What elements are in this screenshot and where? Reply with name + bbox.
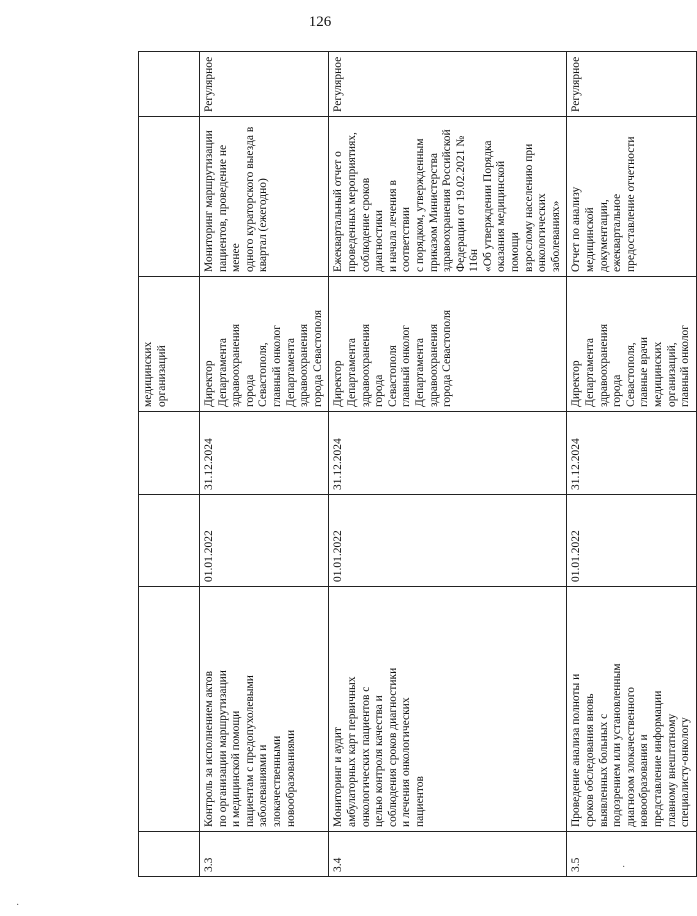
end-date: 31.12.2024 xyxy=(329,412,567,495)
table-row xyxy=(200,52,329,877)
periodicity: Регулярное xyxy=(200,52,329,117)
header-cell-number xyxy=(139,832,200,877)
responsible: Директор Департамента здравоохранения города Севастополя главный онколог Департамента здравоохранения города Севастополя xyxy=(329,277,567,412)
end-date: 31.12.2024 xyxy=(567,412,696,495)
scan-speck: · xyxy=(622,862,626,873)
page-number: 126 xyxy=(308,14,332,30)
row-number: 3.3 xyxy=(200,832,329,877)
header-cell-name xyxy=(139,587,200,832)
header-cell-responsible: медицинских организаций xyxy=(139,277,200,412)
header-cell-end xyxy=(139,412,200,495)
table-row xyxy=(329,52,567,877)
scan-speck: · xyxy=(16,900,20,911)
start-date: 01.01.2022 xyxy=(567,495,696,587)
responsible: Директор Департамента здравоохранения города Севастополя, главные врачи медицинских организаций, главный онколог xyxy=(567,277,696,412)
activity-name: Проведение анализа полноты и сроков обследования вновь выявленных больных с подозрением или установленным диагнозом злокачественного новообразования и представление информации главному внештатному специалисту-онкологу xyxy=(567,587,696,832)
end-date: 31.12.2024 xyxy=(200,412,329,495)
expected-result: Отчет по анализу медицинской документации, ежеквартальное предоставление отчетности xyxy=(567,117,696,277)
activity-name: Мониторинг и аудит амбулаторных карт первичных онкологических пациентов с целью контроля качества и соблюдения сроков диагностики и лечения онкологических пациентов xyxy=(329,587,567,832)
table-row xyxy=(567,52,696,877)
rotated-table-wrapper xyxy=(138,52,692,877)
responsible: Директор Департамента здравоохранения города Севастополя, главный онколог Департамента здравоохранения города Севастополя xyxy=(200,277,329,412)
activity-name: Контроль за исполнением актов по организации маршрутизации и медицинской помощи пациентам с предопухолевыми заболеваниями и злокачественными новообразованиями xyxy=(200,587,329,832)
row-number: 3.5 xyxy=(567,832,696,877)
periodicity: Регулярное xyxy=(567,52,696,117)
header-cell-result xyxy=(139,117,200,277)
header-cell-period xyxy=(139,52,200,117)
expected-result: Мониторинг маршрутизации пациентов, проведение не менее одного кураторского выезда в квартал (ежегодно) xyxy=(200,117,329,277)
activity-table xyxy=(138,51,697,877)
start-date: 01.01.2022 xyxy=(329,495,567,587)
periodicity: Регулярное xyxy=(329,52,567,117)
table-header-row xyxy=(139,52,200,877)
row-number: 3.4 xyxy=(329,832,567,877)
start-date: 01.01.2022 xyxy=(200,495,329,587)
header-cell-start xyxy=(139,495,200,587)
expected-result: Ежеквартальный отчет о проведенных мероприятиях, соблюдение сроков диагностики и начала лечения в соответствии с порядком, утвержденным приказом Министерства здравоохранения Российской Федерации от 19.02.2021 № 116н «Об утверждении Порядка оказания медицинской помощи взрослому населению при онкологических заболеваниях» xyxy=(329,117,567,277)
